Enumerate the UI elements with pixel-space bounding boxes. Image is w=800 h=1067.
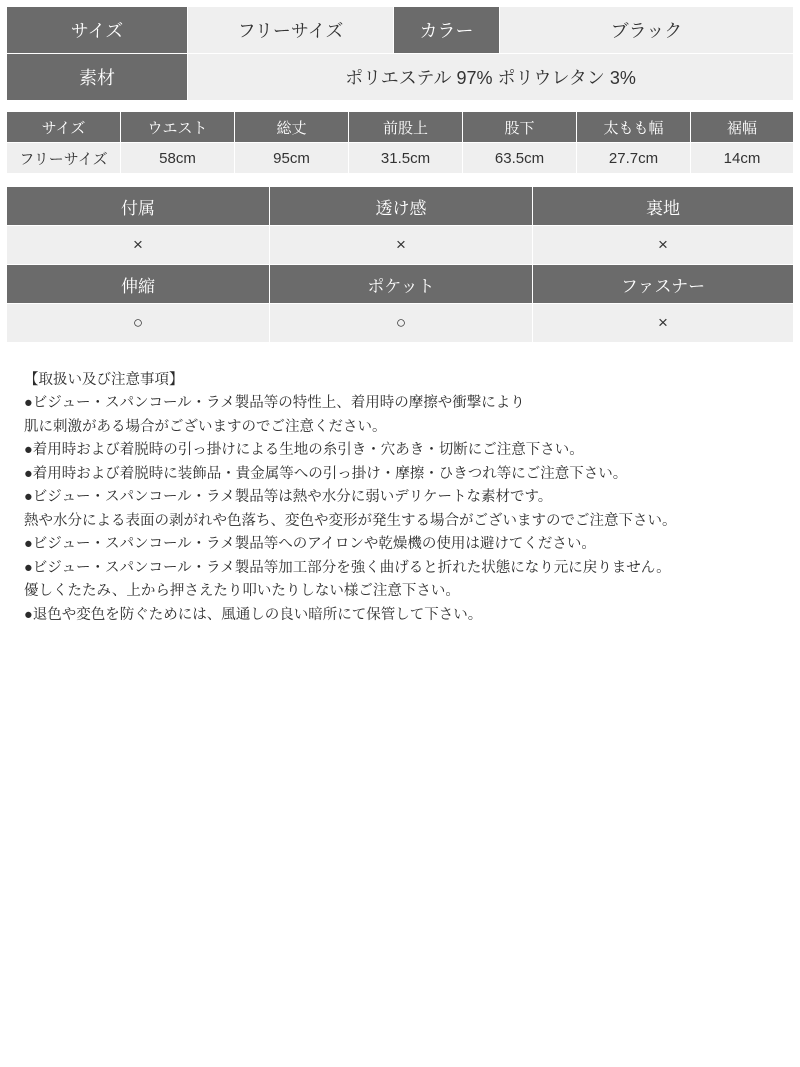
care-note-line: ●ビジュー・スパンコール・ラメ製品等の特性上、着用時の摩擦や衝撃により [24,395,525,412]
measure-value-front-rise: 31.5cm [349,143,463,174]
mark-cross: × [133,235,143,254]
attr-value-zipper [533,304,794,343]
attribute-table [6,186,794,343]
table-row-values [7,143,794,174]
mark-circle: ○ [395,313,407,332]
care-note-line: ●退色や変色を防ぐためには、風通しの良い暗所にて保管して下さい。 [24,606,483,623]
measure-value-size: フリーサイズ [7,143,121,174]
measure-value-thigh-width: 27.7cm [577,143,691,174]
measure-value-waist: 58cm [121,143,235,174]
care-note-line: ●ビジュー・スパンコール・ラメ製品等は熱や水分に弱いデリケートな素材です。 [24,489,553,506]
care-notes-title: 【取扱い及び注意事項】 [24,372,184,388]
mark-cross: × [396,235,406,254]
attr-header-accessory: 付属 [7,187,270,226]
spec-size-value: フリーサイズ [188,7,394,54]
care-notes [24,369,794,627]
attr-header-sheerness: 透け感 [270,187,533,226]
measure-header-front-rise: 前股上 [349,112,463,143]
spec-size-header: サイズ [7,7,188,54]
table-row-values [7,304,794,343]
attr-header-stretch: 伸縮 [7,265,270,304]
measure-header-size: サイズ [7,112,121,143]
mark-cross: × [658,313,668,332]
table-row [7,7,794,54]
attr-value-accessory [7,226,270,265]
care-note-line: 熱や水分による表面の剥がれや色落ち、変色や変形が発生する場合がございますのでご注意下さい。 [24,512,677,529]
measure-value-total-length: 95cm [235,143,349,174]
measure-header-waist: ウエスト [121,112,235,143]
care-note-line: 優しくたたみ、上から押さえたり叩いたりしない様ご注意下さい。 [24,583,460,600]
spec-material-value: ポリエステル 97% ポリウレタン 3% [188,54,794,101]
table-row-headers [7,187,794,226]
measure-header-thigh-width: 太もも幅 [577,112,691,143]
attr-value-stretch [7,304,270,343]
spec-color-value: ブラック [500,7,794,54]
spec-color-header: カラー [394,7,500,54]
care-note-line: ●着用時および着脱時の引っ掛けによる生地の糸引き・穴あき・切断にご注意下さい。 [24,442,584,459]
table-row-headers [7,112,794,143]
measure-header-inseam: 股下 [463,112,577,143]
mark-circle: ○ [132,313,144,332]
attr-header-pocket: ポケット [270,265,533,304]
care-note-line: ●着用時および着脱時に装飾品・貴金属等への引っ掛け・摩擦・ひきつれ等にご注意下さい。 [24,465,628,482]
measure-header-total-length: 総丈 [235,112,349,143]
attr-value-lining [533,226,794,265]
care-note-line: 肌に刺激がある場合がございますのでご注意ください。 [24,418,387,435]
measure-header-hem-width: 裾幅 [691,112,794,143]
measure-value-inseam: 63.5cm [463,143,577,174]
table-row-headers [7,265,794,304]
attr-header-lining: 裏地 [533,187,794,226]
attr-value-sheerness [270,226,533,265]
table-row [7,54,794,101]
attr-value-pocket [270,304,533,343]
spec-table [6,6,794,101]
measure-value-hem-width: 14cm [691,143,794,174]
care-note-line: ●ビジュー・スパンコール・ラメ製品等加工部分を強く曲げると折れた状態になり元に戻りません。 [24,559,671,576]
attr-header-zipper: ファスナー [533,265,794,304]
measurement-table [6,111,794,174]
spec-material-header: 素材 [7,54,188,101]
mark-cross: × [658,235,668,254]
care-note-line: ●ビジュー・スパンコール・ラメ製品等へのアイロンや乾燥機の使用は避けてください。 [24,536,596,553]
table-row-values [7,226,794,265]
